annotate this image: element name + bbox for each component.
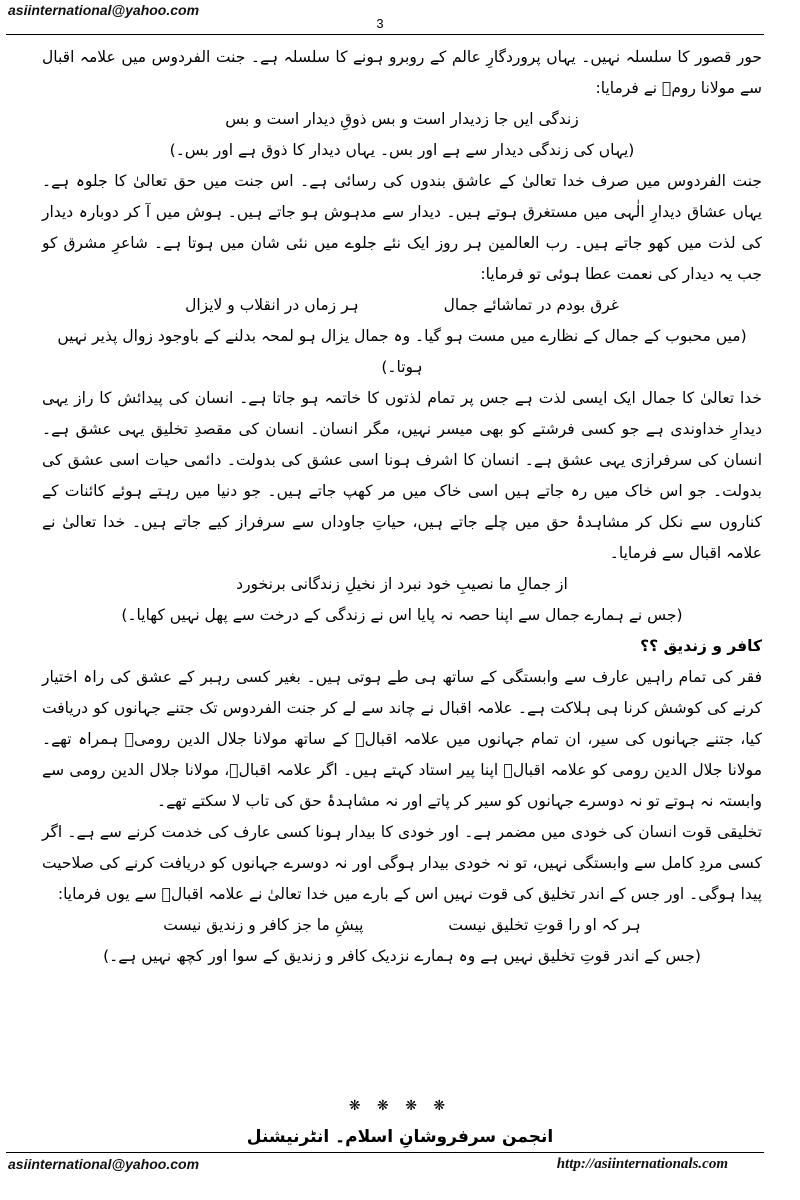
verse-4: [42, 910, 762, 941]
paragraph-5: تخلیقی قوت انسان کی خودی میں مضمر ہے۔ اور خودی کا بیدار ہونا کسی عارف کی خدمت کرنے سے ہے۔ اگر کسی مردِ کامل سے وابستگی نہیں، تو نہ خودی بیدار ہوگی اور نہ دوسرے جہانوں کو دریافت کرنے کی صلاحیت پیدا ہوگی۔ اور جس کے اندر تخلیق کی قوت نہیں اس کے بارے میں خدا تعالیٰ نے علامہ اقبالؒ سے یوں فرمایا:: [42, 823, 762, 903]
section-heading: کافر و زندیق ؟؟: [640, 637, 762, 655]
document-body: [42, 42, 762, 1122]
paragraph-2: جنت الفردوس میں صرف خدا تعالیٰ کے عاشق بندوں کی رسائی ہے۔ اس جنت میں حق تعالیٰ کا جلوہ ہے۔ یہاں عشاق دیدارِ الٰہی میں مستغرق ہوتے ہیں۔ دیدار سے مدہوش ہو جاتے ہیں۔ ہوش میں آ کر دوبارہ دیدار کی لذت میں کھو جاتے ہیں۔ رب العالمین ہر روز ایک نئے جلوے میں نئی شان میں ہوتا ہے۔ شاعرِ مشرق کو جب یہ دیدار کی نعمت عطا ہوئی تو فرمایا:: [42, 172, 762, 283]
footer-email: asiinternational@yahoo.com: [8, 1156, 200, 1172]
paragraph-3: خدا تعالیٰ کا جمال ایک ایسی لذت ہے جس پر تمام لذتوں کا خاتمہ ہو جاتا ہے۔ انسان کی پیدائش کا راز یہی دیدارِ خداوندی ہے جو کسی فرشتے کو بھی میسر نہیں، مگر انسان۔ انسان کی مقصدِ تخلیق یہی عشق ہے۔ انسان کی سرفرازی یہی عشق ہے۔ انسان کا اشرف ہونا اسی عشق کی بدولت۔ دائمی حیات اسی عشق کی بدولت۔ جو اس خاک میں رہ جاتے ہیں اسی خاک میں مر کھپ جاتے ہیں۔ جو دنیا میں رہتے ہوئے کائنات کے کناروں سے نکل کر مشاہدۂ حق میں چلے جاتے ہیں، حیاتِ جاوداں سے سرفراز کیے جاتے ہیں۔ خدا تعالیٰ نے علامہ اقبال سے فرمایا۔: [42, 389, 762, 562]
translation-3: (جس نے ہمارے جمال سے اپنا حصہ نہ پایا اس نے زندگی کے درخت سے پھل نہیں کھایا۔): [121, 606, 683, 624]
verse-2: [42, 290, 762, 321]
verse-4-hemistich-b: پیشِ ما جز کافر و زندیق نیست: [163, 916, 364, 934]
paragraph-1: حور قصور کا سلسلہ نہیں۔ یہاں پروردگارِ عالم کے روبرو ہونے کا سلسلہ ہے۔ جنت الفردوس میں علامہ اقبال سے مولانا رومؒ نے فرمایا:: [42, 48, 762, 97]
header-divider: [6, 34, 764, 35]
verse-2-hemistich-a: غرق بودم در تماشائے جمال: [443, 296, 619, 314]
stars-divider: ❋ ❋ ❋ ❋: [348, 1098, 452, 1114]
translation-2: (میں محبوب کے جمال کے نظارے میں مست ہو گیا۔ وہ جمال یزال ہو لمحہ بدلنے کے باوجود زوال پذیر نہیں ہوتا۔): [57, 327, 747, 376]
footer-divider: [6, 1152, 764, 1153]
page-number: 3: [376, 16, 384, 31]
translation-1: (یہاں کی زندگی دیدار سے ہے اور بس۔ یہاں دیدار کا ذوق ہے اور بس۔): [169, 141, 635, 159]
organization-name: انجمن سرفروشانِ اسلام۔ انٹرنیشنل: [246, 1127, 554, 1147]
verse-1: زندگی ایں جا زدیدار است و بس ذوقِ دیدار است و بس: [225, 110, 579, 128]
header-email: asiinternational@yahoo.com: [8, 2, 200, 18]
translation-4: (جس کے اندر قوتِ تخلیق نہیں ہے وہ ہمارے نزدیک کافر و زندیق کے سوا اور کچھ نہیں ہے۔): [103, 947, 701, 965]
verse-2-hemistich-b: ہر زماں در انقلاب و لایزال: [185, 296, 359, 314]
verse-3: از جمالِ ما نصیبِ خود نبرد از نخیلِ زندگانی برنخورد: [236, 575, 568, 593]
paragraph-4: فقر کی تمام راہیں عارف سے وابستگی کے ساتھ ہی طے ہوتی ہیں۔ بغیر کسی رہبر کے عشق کی راہ اختیار کرنے کی کوشش کرنا ہی ہلاکت ہے۔ علامہ اقبال نے چاند سے لے کر جنت الفردوس تک جتنے جہانوں کو دریافت کیا، جتنے جہانوں کی سیر، ان تمام جہانوں میں علامہ اقبالؒ کے ساتھ مولانا جلال الدین رومیؒ ہمراہ تھے۔ مولانا جلال الدین رومی کو علامہ اقبالؒ اپنا پیر استاد کہتے ہیں۔ اگر علامہ اقبالؒ، مولانا جلال الدین رومی سے وابستہ نہ ہوتے تو نہ دوسرے جہانوں کو سیر کر پاتے اور نہ مشاہدۂ حق کی تاب لا سکتے تھے۔: [42, 668, 762, 810]
verse-4-hemistich-a: ہر کہ او را قوتِ تخلیق نیست: [448, 916, 641, 934]
footer-url[interactable]: http://asiinternationals.com: [556, 1156, 728, 1172]
